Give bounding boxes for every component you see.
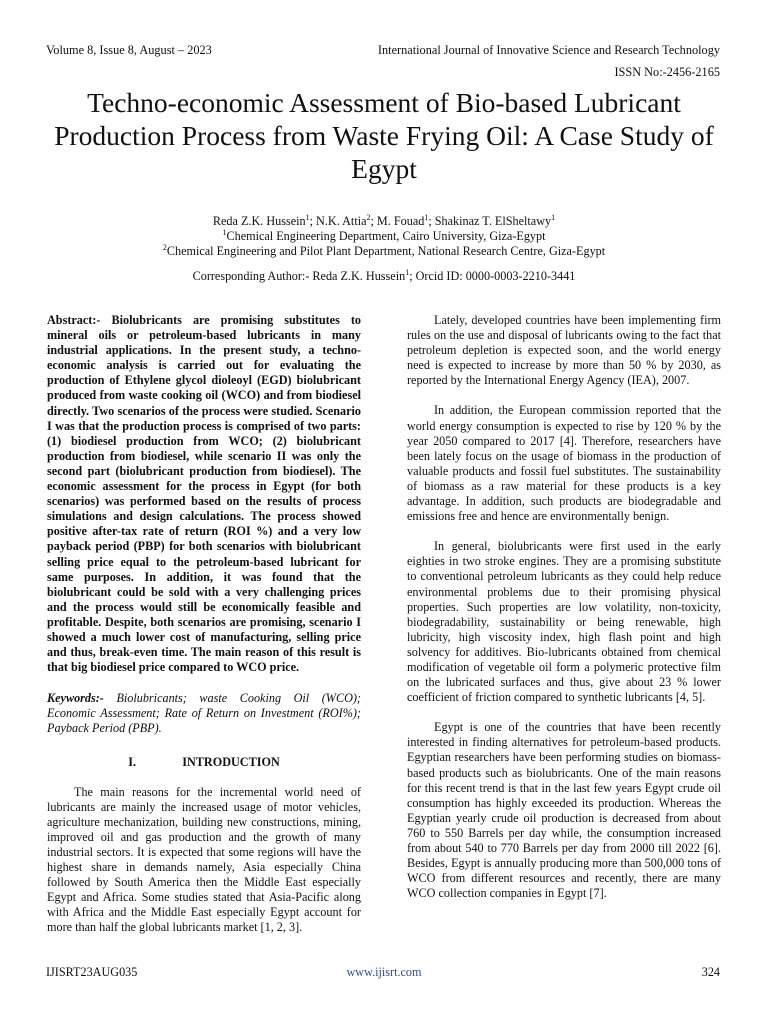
affiliation-mark: 1 xyxy=(405,267,410,277)
volume-issue: Volume 8, Issue 8, August – 2023 xyxy=(46,43,212,57)
paragraph: In general, biolubricants were first used in the early eighties in two stroke engines. They are a promising substitute to conventional petroleum lubricants as they could help reduce environmental problems due to their promising physical properties. Such properties are low volatility, non-toxicity, biodegradability, sustainability or being renewable, high lubricity, high viscosity index, high flash point and high solvency for additives. Bio-lubricants obtained from chemical modification of vegetable oil form a polymeric protective film on the lubricated surfaces and thus, give about 23 % lower coefficient of friction compared to synthetic lubricants [4, 5]. xyxy=(407,539,721,705)
paragraph: Lately, developed countries have been implementing firm rules on the use and disposal of lubricants owing to the fact that petroleum depletion is expected soon, and the world energy need is expected to increase by more than 50 % by 2030, as reported by the International Energy Agency (IEA), 2007. xyxy=(407,313,721,388)
affiliation-2 xyxy=(60,244,708,259)
affiliation-mark: 1 xyxy=(551,212,556,222)
journal-name: International Journal of Innovative Science and Research Technology xyxy=(377,43,720,57)
orcid: ; Orcid ID: 0000-0003-2210-3441 xyxy=(409,269,576,283)
author-name: ; N.K. Attia xyxy=(309,214,367,228)
journal-url[interactable]: www.ijisrt.com xyxy=(346,965,422,979)
affiliation-1 xyxy=(60,229,708,244)
abstract: Abstract:- Biolubricants are promising substitutes to mineral oils or petroleum-based lubricants in many industrial applications. In the present study, a techno-economic analysis is carried out for evaluating the production of Ethylene glycol dioleoyl (EGD) biolubricant produced from waste cooking oil (WCO) and from biodiesel directly. Two scenarios of the process were studied. Scenario I was that the production process is comprised of two parts: (1) biodiesel production from WCO; (2) biolubricant production from biodiesel, while scenario II was only the second part (biolubricant production from biodiesel). The economic assessment for the process in Egypt (for both scenarios) was performed based on the results of process simulations and design calculations. The process showed positive after-tax rate of return (ROI %) and a very low payback period (PBP) for both scenarios with biolubricant selling price equal to the petroleum-based lubricant for same purposes. In addition, it was found that the biolubricant could be sold with a very challenging prices and the process would still be economically feasible and profitable. Despite, both scenarios are promising, scenario I showed a much lower cost of manufacturing, selling price and thus, break-even time. The main reason of this result is that big biodiesel price compared to WCO price. xyxy=(47,313,361,675)
page-number: 324 xyxy=(701,965,720,979)
affiliation-mark: 2 xyxy=(162,242,167,252)
affiliation-text: Chemical Engineering Department, Cairo University, Giza-Egypt xyxy=(226,229,546,243)
affiliation-mark: 2 xyxy=(366,212,371,222)
corresponding-author xyxy=(60,269,708,284)
affiliation-mark: 1 xyxy=(424,212,429,222)
corresponding-author-name: Corresponding Author:- Reda Z.K. Hussein xyxy=(192,269,406,283)
keywords xyxy=(47,691,361,736)
keywords-label: Keywords:- xyxy=(47,691,104,706)
author-list xyxy=(60,214,708,229)
author-name: ; Shakinaz T. ElSheltawy xyxy=(428,214,552,228)
left-column xyxy=(47,313,361,951)
paragraph: Egypt is one of the countries that have been recently interested in finding alternatives for petroleum-based products. Egyptian researchers have been performing studies on biomass-based products such as biolubricants. One of the main reasons for this recent trend is that in the last few years Egypt crude oil consumption has highly exceeded its production. Whereas the Egyptian yearly crude oil production is decreased from about 760 to 550 Barrels per day while, the consumption increased from about 540 to 770 Barrels per day from 2000 till 2022 [6]. Besides, Egypt is annually producing more than 500,000 tons of WCO from different resources and recently, there are many WCO collection companies in Egypt [7]. xyxy=(407,720,721,901)
section-heading xyxy=(47,755,361,770)
right-column xyxy=(407,313,721,916)
author-name: ; M. Fouad xyxy=(370,214,425,228)
affiliation-mark: 1 xyxy=(222,227,227,237)
section-number: I. xyxy=(128,754,137,769)
paper-code: IJISRT23AUG035 xyxy=(46,965,138,979)
paragraph: In addition, the European commission reported that the world energy consumption is expected to rise by 120 % by the year 2050 compared to 2017 [4]. Therefore, researchers have been lately focus on the usage of biomass in the production of valuable products and fossil fuel substitutes. The sustainability of biomass as a raw material for these products is a key advantage. In addition, such products are biodegradable and emissions free and hence are environmentally benign. xyxy=(407,403,721,524)
author-name: Reda Z.K. Hussein xyxy=(212,214,306,228)
authors-block xyxy=(60,214,708,259)
keywords-text: Biolubricants; waste Cooking Oil (WCO); Economic Assessment; Rate of Return on Investment (ROI%); Payback Period (PBP). xyxy=(47,691,361,736)
paper-title: Techno-economic Assessment of Bio-based Lubricant Production Process from Waste Frying Oil: A Case Study of Egypt xyxy=(54,87,714,184)
issn: ISSN No:-2456-2165 xyxy=(614,65,720,79)
paragraph: The main reasons for the incremental world need of lubricants are mainly the increased usage of motor vehicles, agriculture mechanization, building new constructions, mining, improved oil and gas production and the growth of many industrial sectors. It is expected that some regions will have the highest share in demands namely, Asia especially China followed by South America then the Middle East especially Egypt and Africa. Some studies stated that Asia-Pacific along with Africa and the Middle East especially Egypt account for more than half the global lubricants market [1, 2, 3]. xyxy=(47,784,361,935)
introduction-left xyxy=(47,785,361,936)
affiliation-text: Chemical Engineering and Pilot Plant Department, National Research Centre, Giza-Egypt xyxy=(166,244,606,258)
section-title: INTRODUCTION xyxy=(182,754,280,769)
affiliation-mark: 1 xyxy=(305,212,310,222)
